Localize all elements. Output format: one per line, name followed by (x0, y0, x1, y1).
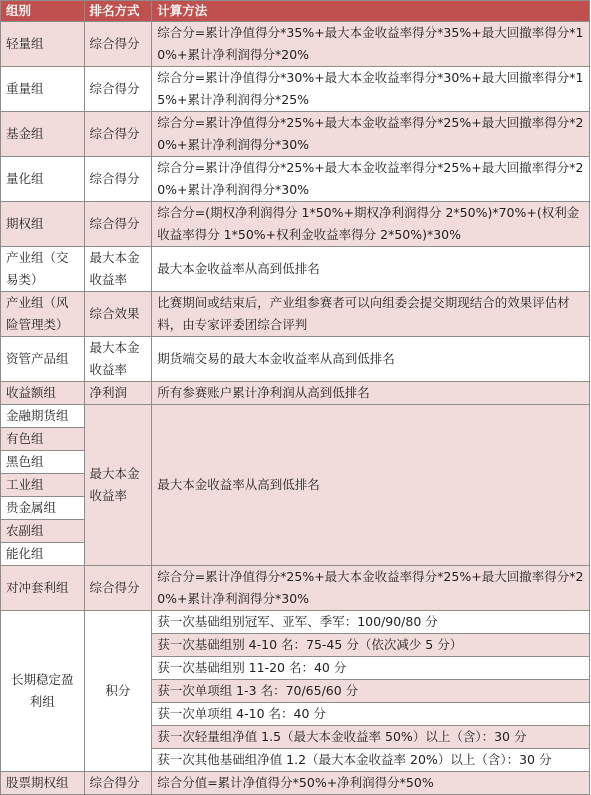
group-cell: 基金组 (1, 112, 85, 157)
rank-cell: 综合得分 (84, 566, 152, 611)
rank-cell: 最大本金收益率 (84, 247, 152, 292)
method-cell: 最大本金收益率从高到低排名 (152, 405, 590, 566)
method-cell: 综合分=累计净值得分*25%+最大本金收益率得分*25%+最大回撤率得分*20%+累计净利润得分*30% (152, 112, 590, 157)
method-cell: 获一次基础组别 11-20 名：40 分 (152, 657, 590, 680)
table-row (1, 157, 590, 202)
table-row (1, 292, 590, 337)
rank-cell: 综合得分 (84, 202, 152, 247)
table-row (1, 566, 590, 611)
table-row (1, 247, 590, 292)
group-cell: 产业组（交易类） (1, 247, 85, 292)
group-cell: 能化组 (1, 543, 85, 566)
method-cell: 获一次基础组别 4-10 名：75-45 分（依次减少 5 分） (152, 634, 590, 657)
method-cell: 综合分=累计净值得分*25%+最大本金收益率得分*25%+最大回撤率得分*20%+累计净利润得分*30% (152, 157, 590, 202)
table-row (1, 382, 590, 405)
method-cell: 综合分值=累计净值得分*50%+净利润得分*50% (152, 772, 590, 795)
group-cell: 有色组 (1, 428, 85, 451)
group-cell: 量化组 (1, 157, 85, 202)
header-calc-method: 计算方法 (152, 1, 590, 22)
group-cell: 对冲套利组 (1, 566, 85, 611)
method-cell: 比赛期间或结束后，产业组参赛者可以向组委会提交期现结合的效果评估材料，由专家评委团综合评判 (152, 292, 590, 337)
rank-cell: 综合效果 (84, 292, 152, 337)
group-cell: 产业组（风险管理类） (1, 292, 85, 337)
group-cell: 贵金属组 (1, 497, 85, 520)
method-cell: 综合分=累计净值得分*30%+最大本金收益率得分*30%+最大回撤率得分*15%+累计净利润得分*25% (152, 67, 590, 112)
group-cell: 长期稳定盈利组 (1, 611, 85, 772)
method-cell: 获一次轻量组净值 1.5（最大本金收益率 50%）以上（含）：30 分 (152, 726, 590, 749)
rank-cell: 净利润 (84, 382, 152, 405)
table-row (1, 22, 590, 67)
group-cell: 农副组 (1, 520, 85, 543)
group-cell: 黑色组 (1, 451, 85, 474)
rank-cell: 最大本金收益率 (84, 337, 152, 382)
group-cell: 工业组 (1, 474, 85, 497)
group-cell: 期权组 (1, 202, 85, 247)
rank-cell: 综合得分 (84, 772, 152, 795)
method-cell: 获一次单项组 1-3 名：70/65/60 分 (152, 680, 590, 703)
rank-cell: 综合得分 (84, 22, 152, 67)
header-group: 组别 (1, 1, 85, 22)
table-row (1, 67, 590, 112)
method-cell: 综合分=累计净值得分*25%+最大本金收益率得分*25%+最大回撤率得分*20%+累计净利润得分*30% (152, 566, 590, 611)
rank-cell: 最大本金收益率 (84, 405, 152, 566)
rank-cell: 综合得分 (84, 67, 152, 112)
table-row (1, 202, 590, 247)
table-row (1, 112, 590, 157)
group-cell: 股票期权组 (1, 772, 85, 795)
method-cell: 获一次其他基础组净值 1.2（最大本金收益率 20%）以上（含）：30 分 (152, 749, 590, 772)
method-cell: 获一次单项组 4-10 名：40 分 (152, 703, 590, 726)
group-cell: 轻量组 (1, 22, 85, 67)
table-row (1, 337, 590, 382)
group-cell: 金融期货组 (1, 405, 85, 428)
method-cell: 所有参赛账户累计净利润从高到低排名 (152, 382, 590, 405)
method-cell: 综合分=(期权净利润得分 1*50%+期权净利润得分 2*50%)*70%+(权利金收益率得分 1*50%+权利金收益率得分 2*50%)*30% (152, 202, 590, 247)
table-row (1, 611, 590, 634)
method-cell: 期货端交易的最大本金收益率从高到低排名 (152, 337, 590, 382)
rank-cell: 综合得分 (84, 157, 152, 202)
rank-cell: 积分 (84, 611, 152, 772)
group-cell: 收益额组 (1, 382, 85, 405)
table-header-row (1, 1, 590, 22)
method-cell: 综合分=累计净值得分*35%+最大本金收益率得分*35%+最大回撤率得分*10%+累计净利润得分*20% (152, 22, 590, 67)
group-cell: 资管产品组 (1, 337, 85, 382)
method-cell: 最大本金收益率从高到低排名 (152, 247, 590, 292)
rank-cell: 综合得分 (84, 112, 152, 157)
group-cell: 重量组 (1, 67, 85, 112)
header-rank-method: 排名方式 (84, 1, 152, 22)
method-cell: 获一次基础组别冠军、亚军、季军：100/90/80 分 (152, 611, 590, 634)
table-row (1, 405, 590, 428)
